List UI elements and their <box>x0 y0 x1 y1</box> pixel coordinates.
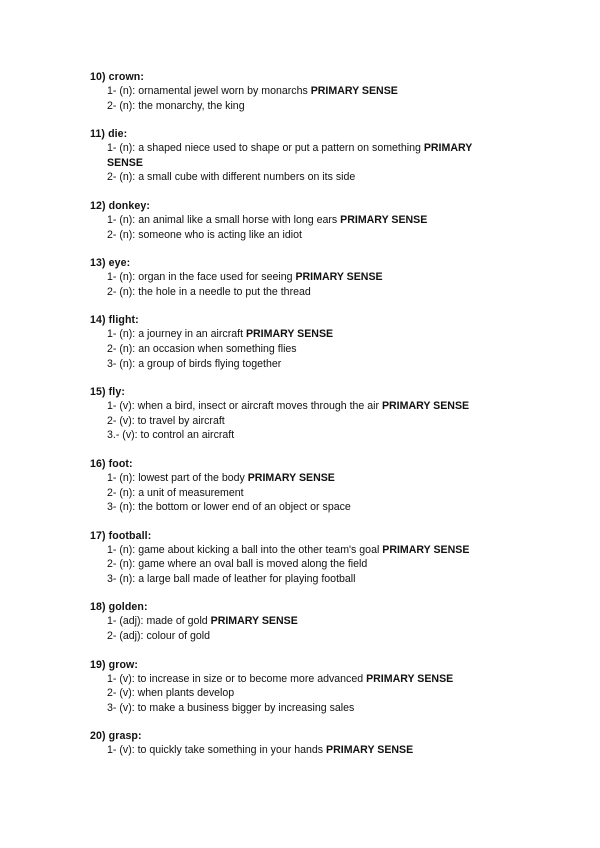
sense-definition: 2- (n): someone who is acting like an idiot <box>107 228 302 241</box>
sense-line <box>90 471 500 486</box>
dictionary-entry <box>90 313 500 371</box>
entry-title: 16) foot: <box>90 457 133 470</box>
sense-line <box>90 399 500 414</box>
sense-definition: 3.- (v): to control an aircraft <box>107 429 235 442</box>
sense-line <box>90 170 500 185</box>
dictionary-entry <box>90 600 500 643</box>
sense-definition: 2- (adj): colour of gold <box>107 630 211 643</box>
sense-definition: 3- (n): a group of birds flying together <box>107 357 282 370</box>
entry-title: 11) die: <box>90 128 128 141</box>
sense-line <box>90 414 500 429</box>
entry-title: 10) crown: <box>90 71 144 83</box>
primary-sense-tag: PRIMARY SENSE <box>295 271 383 284</box>
sense-definition: 2- (n): the hole in a needle to put the thread <box>107 285 311 298</box>
sense-definition: 1- (n): lowest part of the body <box>107 471 248 484</box>
sense-line <box>90 285 500 300</box>
dictionary-entry <box>90 127 500 185</box>
sense-line <box>90 686 500 701</box>
sense-line <box>90 84 500 99</box>
primary-sense-tag: PRIMARY SENSE <box>340 213 428 226</box>
entry-title: 15) fly: <box>90 386 125 399</box>
sense-definition: 1- (n): an animal like a small horse with long ears <box>107 213 341 226</box>
sense-definition: 2- (n): the monarchy, the king <box>107 99 245 112</box>
entry-title: 14) flight: <box>90 314 139 327</box>
sense-line <box>90 672 500 687</box>
sense-definition: 1- (v): when a bird, insect or aircraft moves through the air <box>107 400 382 413</box>
sense-line <box>90 342 500 357</box>
sense-definition: 1- (v): to quickly take something in your hands <box>107 744 327 757</box>
sense-definition: 1- (n): a journey in an aircraft <box>107 328 246 341</box>
entry-title: 18) golden: <box>90 601 148 614</box>
sense-definition: 2- (v): when plants develop <box>107 687 235 700</box>
sense-line <box>90 614 500 629</box>
sense-definition: 2- (n): a unit of measurement <box>107 486 244 499</box>
entry-title: 17) football: <box>90 529 152 542</box>
primary-sense-tag: PRIMARY SENSE <box>310 85 398 97</box>
dictionary-entry <box>90 256 500 299</box>
sense-line <box>90 213 500 228</box>
sense-line <box>90 486 500 501</box>
sense-definition: 2- (v): to travel by aircraft <box>107 414 225 427</box>
sense-line <box>90 99 500 114</box>
sense-line <box>90 701 500 716</box>
sense-definition: 3- (n): a large ball made of leather for playing football <box>107 572 356 585</box>
sense-line <box>90 228 500 243</box>
primary-sense-tag: PRIMARY SENSE <box>210 615 298 628</box>
dictionary-entry <box>90 457 500 515</box>
sense-definition: 1- (n): organ in the face used for seeing <box>107 271 296 284</box>
dictionary-entry <box>90 529 500 587</box>
dictionary-entry <box>90 729 500 758</box>
sense-definition: 1- (n): ornamental jewel worn by monarchs <box>107 85 311 97</box>
sense-line <box>90 141 500 170</box>
sense-definition: 1- (v): to increase in size or to become more advanced <box>107 672 367 685</box>
sense-definition: 3- (n): the bottom or lower end of an object or space <box>107 501 351 514</box>
sense-line <box>90 743 500 758</box>
sense-definition: 1- (n): game about kicking a ball into the other team's goal <box>107 543 383 556</box>
sense-line <box>90 428 500 443</box>
sense-definition: 2- (n): game where an oval ball is moved along the field <box>107 558 368 571</box>
sense-definition: 1- (adj): made of gold <box>107 615 211 628</box>
primary-sense-tag: PRIMARY SENSE <box>107 142 473 169</box>
sense-line <box>90 327 500 342</box>
primary-sense-tag: PRIMARY SENSE <box>326 744 414 757</box>
entry-title: 19) grow: <box>90 658 138 671</box>
sense-definition: 2- (n): an occasion when something flies <box>107 342 297 355</box>
dictionary-entry <box>90 70 500 113</box>
entry-list <box>90 70 500 772</box>
dictionary-entry <box>90 385 500 443</box>
entry-title: 13) eye: <box>90 257 131 270</box>
primary-sense-tag: PRIMARY SENSE <box>245 328 334 341</box>
primary-sense-tag: PRIMARY SENSE <box>366 672 454 685</box>
primary-sense-tag: PRIMARY SENSE <box>381 400 470 413</box>
sense-definition: 3- (v): to make a business bigger by increasing sales <box>107 701 355 714</box>
sense-line <box>90 500 500 515</box>
sense-line <box>90 557 500 572</box>
sense-definition: 2- (n): a small cube with different numbers on its side <box>107 171 356 184</box>
sense-line <box>90 543 500 558</box>
entry-title: 12) donkey: <box>90 199 150 212</box>
sense-line <box>90 357 500 372</box>
primary-sense-tag: PRIMARY SENSE <box>247 471 335 484</box>
sense-line <box>90 572 500 587</box>
sense-line <box>90 270 500 285</box>
dictionary-entry <box>90 658 500 716</box>
primary-sense-tag: PRIMARY SENSE <box>382 543 470 556</box>
sense-line <box>90 629 500 644</box>
sense-definition: 1- (n): a shaped niece used to shape or put a pattern on something <box>107 142 424 155</box>
dictionary-entry <box>90 199 500 242</box>
entry-title: 20) grasp: <box>90 730 142 743</box>
